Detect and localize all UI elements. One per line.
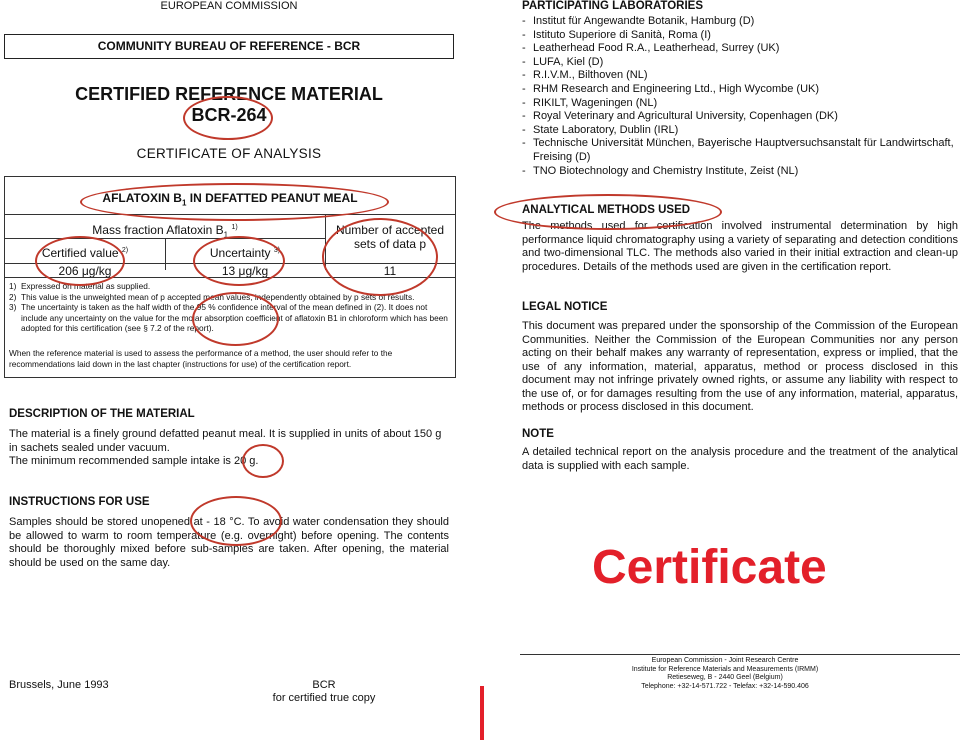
note-heading: NOTE [522,428,554,440]
description-section [9,408,449,469]
legal-heading: LEGAL NOTICE [522,301,608,313]
list-item: - Technische Universität München, Bayerische Hauptversuchsanstalt für Landwirtschaft, Freising (D) [522,137,954,163]
instructions-heading: INSTRUCTIONS FOR USE [9,496,150,508]
list-item: - R.I.V.M., Bilthoven (NL) [522,69,648,82]
list-item: - Istituto Superiore di Sanità, Roma (I) [522,28,711,41]
list-item: - Institut für Angewandte Botanik, Hamburg (D) [522,15,755,27]
footnote: 2) This value is the unweighted mean of p accepted mean values, independently obtained by p sets of results. [9,291,415,302]
list-item: - State Laboratory, Dublin (IRL) [522,123,679,136]
table-title: AFLATOXIN $B_1$ IN DEFATTED PEANUT MEAL [102,191,358,208]
list-item: - RHM Research and Engineering Ltd., High Wycombe (UK) [522,82,820,95]
crm-title [0,84,458,126]
jrc-line: Institute for Reference Materials and Measurements (IRMM) [631,665,819,673]
certificate-overlay-title: Certificate [592,541,827,594]
note-section [522,428,958,473]
red-accent-bar [480,686,484,740]
footnote: 3) The uncertainty is taken as the half width of the 95 % confidence interval of the mean defined in (2). It does not include any uncertainty on the value for the molar absorption coefficient of aflatoxin B1 in chloroform which has been adopted for this certification (see § 7.2 of the report). [9,302,448,333]
footer-divider [520,654,960,655]
instructions-text: Samples should be stored unopened at - 18 °C. To avoid water condensation they should be allowed to warm to room temperature (e.g. overnight) before opening. The contents should be thoroughly mixed before sub-samples are taken. After opening, the material should be used on the same day. [9,516,449,569]
labs-list [522,15,960,178]
bcr-signature: BCR [312,679,336,691]
legal-section [522,301,958,415]
uncertainty-label: Uncertainty $^{3)}$ [209,246,281,260]
legal-text: This document was prepared under the sponsorship of the Commission of the European Communities. Neither the Commission of the European Communities nor any person acting on their behalf makes any warranty of representation, express or implied, that the use of any information, material, apparatus, method or process disclosed in this document may not infringe privately owned rights, or assume any liability with respect to the use of, or for damages resulting from the use of any information, material, apparatus, methods or process disclosed in this document. [522,320,958,413]
note-text: A detailed technical report on the analysis procedure and the treatment of the analytical data is supplied with each sample. [522,446,958,472]
usage-note: When the reference material is used to assess the performance of a method, the user should refer to the recommendations laid down in the last chapter (instructions for use) of the certification report. [9,348,393,369]
list-item: - Royal Veterinary and Agricultural University, Copenhagen (DK) [522,110,838,123]
labs-heading: PARTICIPATING LABORATORIES [522,0,704,12]
jrc-address [600,657,850,692]
number-accepted-header: Number of accepted sets of data p [335,223,445,251]
table-divider [5,214,455,215]
jrc-line: Retieseweg, B - 2440 Geel (Belgium) [667,674,783,682]
place-date: Brussels, June 1993 [9,679,109,691]
footnote: 1) Expressed on material as supplied. [9,281,151,291]
certificate-of-analysis: CERTIFICATE OF ANALYSIS [136,146,322,161]
certificate-table [4,176,456,378]
certified-value-label: Certified value $^{2)}$ [41,246,129,260]
crm-heading: CERTIFIED REFERENCE MATERIAL [75,84,383,104]
true-copy-label: for certified true copy [272,692,376,704]
list-item: - RIKILT, Wageningen (NL) [522,96,658,109]
jrc-line: Telephone: +32-14-571.722 - Telefax: +32-14-590.406 [641,683,809,691]
footnotes [9,281,449,334]
instructions-section [9,496,449,570]
crm-code: BCR-264 [191,105,267,125]
list-item: - Leatherhead Food R.A., Leatherhead, Surrey (UK) [522,42,780,55]
commission-header: EUROPEAN COMMISSION [160,0,298,12]
description-text: The material is a finely ground defatted peanut meal. It is supplied in units of about 150 g in sachets sealed under vacuum. [9,428,442,454]
mass-fraction-header: Mass fraction Aflatoxin $B_1$ $^{1)}$ [92,223,238,240]
description-heading: DESCRIPTION OF THE MATERIAL [9,408,195,420]
list-item: - TNO Biotechnology and Chemistry Institute, Zeist (NL) [522,164,799,177]
methods-heading: ANALYTICAL METHODS USED [522,204,691,216]
bureau-box: COMMUNITY BUREAU OF REFERENCE - BCR [4,34,454,59]
list-item: - LUFA, Kiel (D) [522,55,604,68]
sets-value: 11 [383,264,397,278]
table-divider [5,277,455,278]
methods-section [522,204,958,274]
methods-text: The methods used for certification involved instrumental determination by high performance liquid chromatography using a variety of separating and detection conditions and two-dimensional TLC. The methods also varied in their initial extraction and clean-up procedures. Details of the methods used are given in the certification report. [522,220,958,273]
signature-block [240,679,408,705]
description-text-2: The minimum recommended sample intake is 20 g. [9,455,259,467]
certified-value: 206 μg/kg [58,264,112,278]
jrc-line: European Commission - Joint Research Centre [651,657,799,664]
uncertainty-value: 13 μg/kg [221,264,269,278]
